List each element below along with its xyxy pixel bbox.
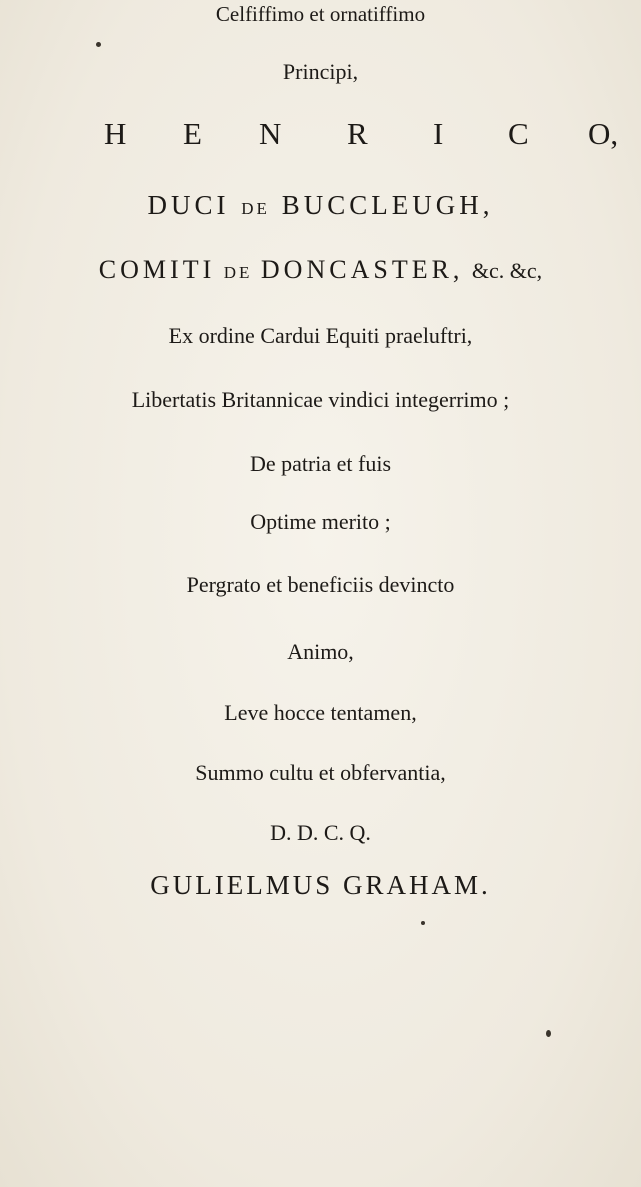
- dedication-line-1: Celfiffimo et ornatiffimo: [215, 2, 426, 26]
- comiti-prefix: COMITI: [98, 255, 216, 284]
- henrico-letter-o: O,: [588, 116, 619, 151]
- dedication-line-8: De patria et fuis: [249, 451, 392, 476]
- comiti-line: [0, 255, 641, 285]
- henrico-letter-h: H: [104, 116, 127, 151]
- henrico-letter-i: I: [433, 116, 444, 151]
- comiti-de: DE: [223, 263, 253, 282]
- henrico-letter-r: R: [347, 116, 368, 151]
- signature: GULIELMUS GRAHAM.: [150, 870, 491, 900]
- dedication-line-14: D. D. C. Q.: [270, 820, 371, 845]
- dedication-line-2: Principi,: [282, 59, 359, 84]
- dedicatee-name: [0, 116, 641, 156]
- comiti-name: DONCASTER,: [260, 255, 464, 284]
- duci-line: [0, 190, 641, 221]
- ink-speck: [96, 42, 101, 47]
- comiti-etc: &c. &c,: [471, 258, 543, 283]
- henrico-letter-n: N: [259, 116, 282, 151]
- dedication-line-12: Leve hocce tentamen,: [224, 700, 417, 725]
- dedication-line-11: Animo,: [287, 639, 354, 664]
- dedication-line-13: Summo cultu et obfervantia,: [195, 760, 446, 785]
- henrico-letter-c: C: [508, 116, 529, 151]
- duci-prefix: DUCI: [147, 190, 230, 220]
- dedication-line-10: Pergrato et beneficiis devincto: [186, 572, 455, 597]
- dedication-line-9: Optime merito ;: [250, 509, 391, 534]
- duci-name: BUCCLEUGH,: [281, 190, 494, 220]
- duci-de: DE: [241, 199, 270, 218]
- ink-speck: [421, 921, 425, 925]
- henrico-letter-e: E: [183, 116, 202, 151]
- ink-speck: [546, 1030, 551, 1037]
- dedication-line-6: Ex ordine Cardui Equiti praeluftri,: [168, 323, 473, 348]
- dedication-line-7: Libertatis Britannicae vindici integerrimo ;: [131, 387, 510, 412]
